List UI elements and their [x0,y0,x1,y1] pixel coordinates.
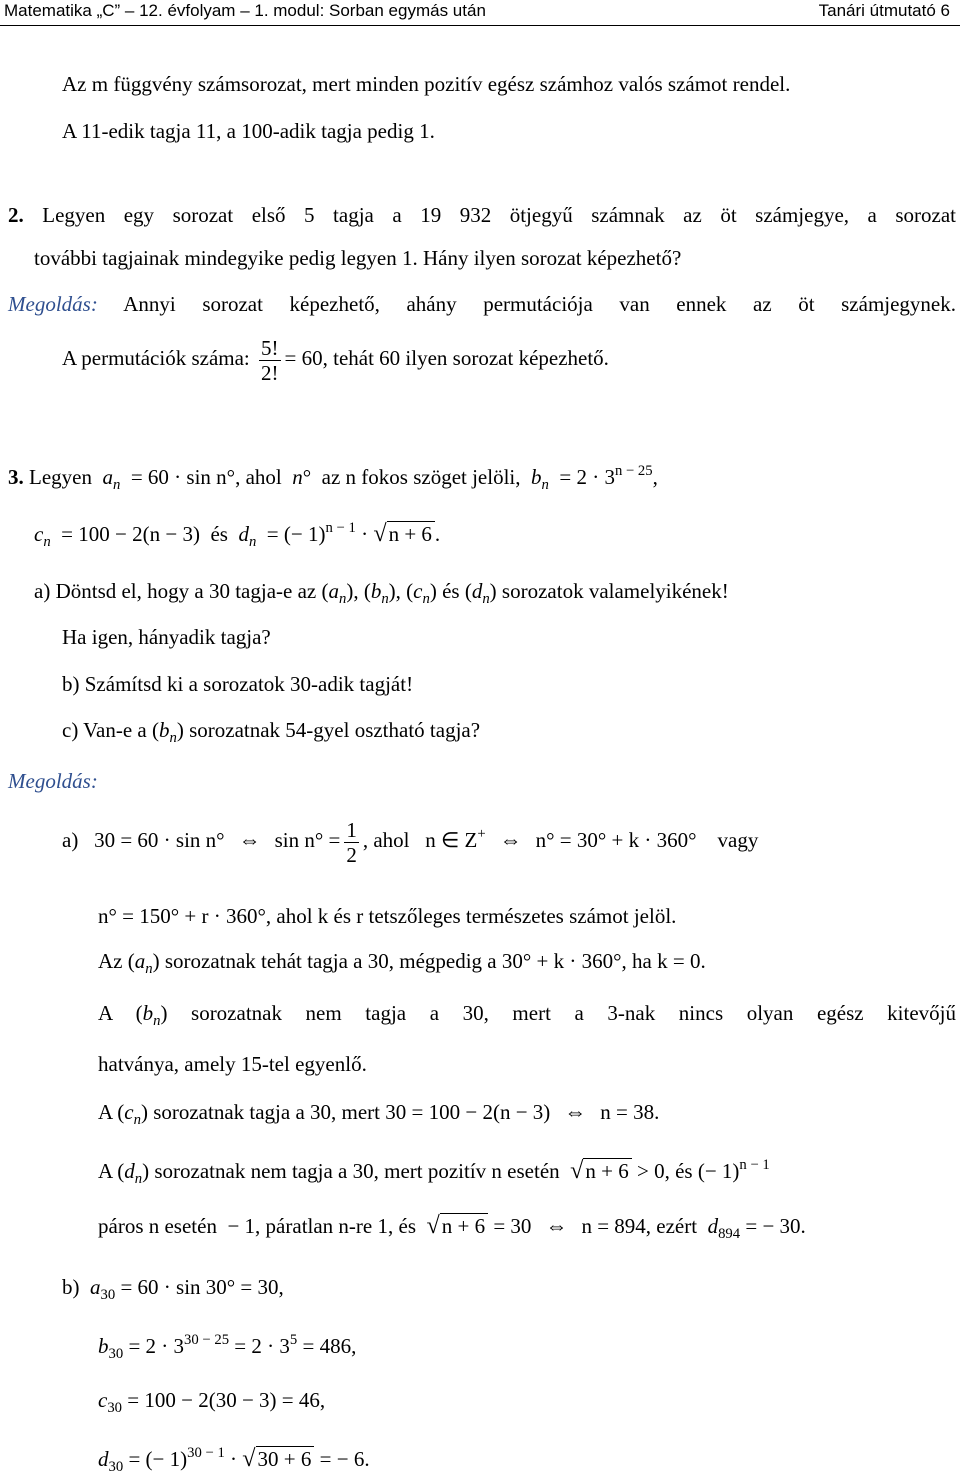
solution-b-b30: $b_{30} = 2 \cdot 3^{30 - 25} = 2 \cdot 3^5 = 486$, [98,1332,357,1363]
solution-a-line5: hatványa, amely 15-tel egyenlő. [98,1052,367,1076]
solution-a-line1: a) 30 = 60 · sin n° ⇔ sin n° = $\frac{1}{2}$ , ahol n ∈ Z+ ⇔ n° = 30° + k · 360° vagy [62,817,759,867]
p1-line1: Az m függvény számsorozat, mert minden pozitív egész számhoz valós számot rendel. [62,72,791,96]
permutation-fraction: $\frac{5!}{2!}$ [261,335,279,385]
solution-a-line3: Az $(a_n)$ sorozatnak tehát tagja a 30, mégpedig a 30° + k · 360°, ha k = 0. [98,949,706,978]
header-rule [0,25,960,26]
solution-b-c30: $c_{30} = 100 - 2(30 - 3) = 46$, [98,1388,326,1417]
solution-b-a30: b) $a_{30} = 60 \cdot \sin 30^\circ = 30$, [62,1275,284,1304]
task3-question-a: a) Döntsd el, hogy a 30 tagja-e az $(a_n)$, $(b_n)$, $(c_n)$ és $(d_n)$ sorozatok valamelyikének! [34,579,729,608]
solution-label: Megoldás: [8,292,98,316]
task3-question-b: b) Számítsd ki a sorozatok 30-adik tagját! [62,672,414,696]
task2-line1: 2. Legyen egy sorozat első 5 tagja a 19 932 ötjegyű számnak az öt számjegye, a sorozat [8,203,957,227]
task3-question-a2: Ha igen, hányadik tagja? [62,625,271,649]
equivalence-arrow-icon: ⇔ [564,1099,587,1124]
sqrt-symbol: √ [426,1212,440,1239]
solution-a-line2: n° = 150° + r · 360°, ahol k és r tetszőleges természetes számot jelöl. [98,904,677,928]
equivalence-arrow-icon: ⇔ [545,1213,568,1238]
equivalence-arrow-icon: ⇔ [238,827,261,852]
task2-solution-line: Megoldás: Annyi sorozat képezhető, ahány permutációja van ennek az öt számjegynek. [8,292,957,316]
task2-line2: további tagjainak mindegyike pedig legyen 1. Hány ilyen sorozat képezhető? [34,246,682,270]
sqrt-symbol: √ [570,1157,584,1184]
header-right: Tanári útmutató 6 [818,1,950,20]
task3-question-c: c) Van-e a $(b_n)$ sorozatnak 54-gyel osztható tagja? [62,718,481,747]
task2-permutation-line: A permutációk száma: $\frac{5!}{2!}$ = 60, tehát 60 ilyen sorozat képezhető. [62,335,609,385]
solution-a-line7: A $(d_n)$ sorozatnak nem tagja a 30, mert pozitív n esetén √n + 6 > 0, és (− 1)$^{n - 1}$ [98,1157,770,1188]
sqrt-symbol: √ [373,520,387,547]
solution-b-d30: $d_{30}$ = (− 1)$^{30 - 1}$ · √30 + 6 = − 6. [98,1445,370,1476]
equivalence-arrow-icon: ⇔ [499,827,522,852]
solution-a-line6: A $(c_n)$ sorozatnak tagja a 30, mert 30 = 100 − 2(n − 3) ⇔ n = 38. [98,1099,660,1129]
p1-line2: A 11-edik tagja 11, a 100-adik tagja pedig 1. [62,119,435,143]
running-header [0,0,960,26]
task3-solution-label: Megoldás: [8,769,98,793]
sqrt-symbol: √ [242,1445,256,1472]
task3-line2: $c_n = 100 - 2(n - 3)$ és $d_n$ = (− 1)$^{n - 1}$ · √n + 6 . [34,520,441,551]
task3-line1: 3. Legyen $a_n = 60 \cdot \sin n^\circ$, ahol n° az n fokos szöget jelöli, $b_n = 2 \cdot 3^{n - 25}$, [8,463,658,494]
one-half-fraction: $\frac{1}{2}$ [346,817,357,867]
solution-a-line4: A $(b_n)$ sorozatnak nem tagja a 30, mert a 3-nak nincs olyan egész kitevőjű [98,1001,956,1030]
header-left: Matematika „C” – 12. évfolyam – 1. modul: Sorban egymás után [4,1,486,20]
solution-a-line8: páros n esetén − 1, páratlan n-re 1, és √n + 6 = 30 ⇔ n = 894, ezért $d_{894}$ = − 30. [98,1212,806,1243]
